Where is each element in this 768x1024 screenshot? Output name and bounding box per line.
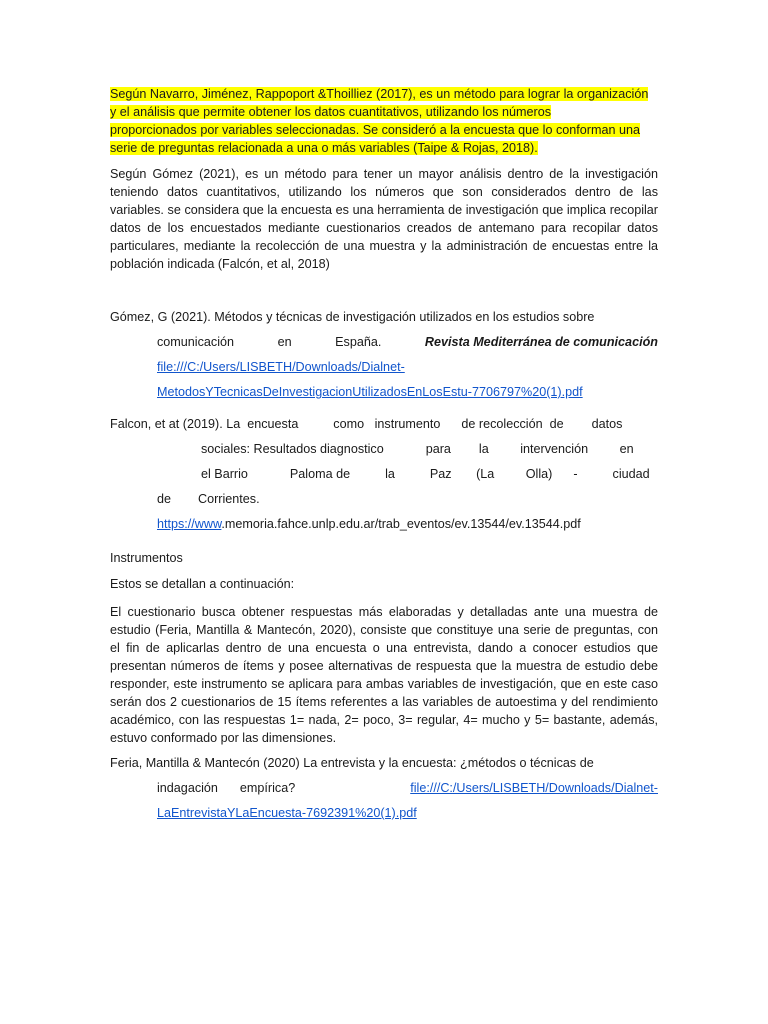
section-heading: Instrumentos — [110, 551, 183, 565]
intro-text: Estos se detallan a continuación: — [110, 577, 295, 591]
reference-feria-line1: Feria, Mantilla & Mantecón (2020) La entrevista y la encuesta: ¿métodos o técnicas de — [110, 756, 594, 770]
reference-link[interactable]: file:///C:/Users/LISBETH/Downloads/Dialnet- — [410, 781, 658, 795]
journal-title: Revista Mediterránea de comunicación — [424, 335, 658, 349]
reference-falcon-line4: de Corrientes. — [157, 492, 260, 506]
reference-falcon-line3: el Barrio Paloma de la Paz (La Olla) - ciudad — [201, 467, 650, 481]
reference-feria-line2: indagación empírica? file:///C:/Users/LISBETH/Downloads/Dialnet- — [157, 776, 658, 801]
highlighted-text: serie de preguntas relacionada a una o más variables (Taipe & Rojas, 2018). — [110, 141, 538, 155]
navarro-paragraph — [110, 85, 658, 157]
reference-falcon-line2: sociales: Resultados diagnostico para la intervención en — [201, 442, 634, 456]
reference-gomez-line1: Gómez, G (2021). Métodos y técnicas de investigación utilizados en los estudios sobre — [110, 310, 595, 324]
gomez-paragraph: Según Gómez (2021), es un método para tener un mayor análisis dentro de la investigación teniendo datos cuantitativos, utilizando los números que son considerados dentro de las variables. se considera que la encuesta es una herramienta de investigación que implica recopilar datos de los encuestados mediante cuestionarios creados de antemano para recopilar datos particulares, mediante la recolección de una muestra y la administración de encuestas entre la población indicada (Falcón, et al, 2018) — [110, 167, 658, 271]
reference-link[interactable]: https://www — [157, 517, 222, 531]
cuestionario-paragraph: El cuestionario busca obtener respuestas más elaboradas y detalladas ante una muestra de estudio (Feria, Mantilla & Mantecón, 2020), consiste que constituye una serie de preguntas, con el fin de aplicarlas dentro de una encuesta o una entrevista, dando a conocer estudios que presentan números de ítems y posee alternativas de respuesta que la muestra de estudio debe responder, este instrumento se aplicara para ambas variables de investigación, que en este caso serán dos 2 cuestionarios de 15 ítems referentes a las variables de autoestima y del rendimiento académico, con las respuestas 1= nada, 2= poco, 3= regular, 4= mucho y 5= bastante, además, estuvo conformado por las dimensiones. — [110, 605, 658, 745]
reference-feria-link-cont[interactable] — [157, 801, 417, 826]
reference-link[interactable]: file:///C:/Users/LISBETH/Downloads/Dialnet- — [157, 360, 405, 374]
reference-gomez-link[interactable] — [157, 355, 405, 380]
reference-falcon-line1: Falcon, et at (2019). La encuesta como instrumento de recolección de datos — [110, 417, 623, 431]
highlighted-text: proporcionados por variables seleccionadas. Se consideró a la encuesta que lo conforman una — [110, 123, 640, 137]
reference-gomez-line2: comunicación en España. Revista Mediterránea de comunicación — [157, 330, 658, 355]
reference-link[interactable]: MetodosYTecnicasDeInvestigacionUtilizadosEnLosEstu-7706797%20(1).pdf — [157, 385, 583, 399]
reference-link[interactable]: LaEntrevistaYLaEncuesta-7692391%20(1).pdf — [157, 806, 417, 820]
reference-gomez-link-cont[interactable] — [157, 380, 583, 405]
highlighted-text: Según Navarro, Jiménez, Rappoport &Thoilliez (2017), es un método para lograr la organización — [110, 87, 649, 101]
highlighted-text: y el análisis que permite obtener los datos cuantitativos, utilizando los números — [110, 105, 552, 119]
reference-falcon-url[interactable]: https://www.memoria.fahce.unlp.edu.ar/trab_eventos/ev.13544/ev.13544.pdf — [157, 517, 581, 531]
